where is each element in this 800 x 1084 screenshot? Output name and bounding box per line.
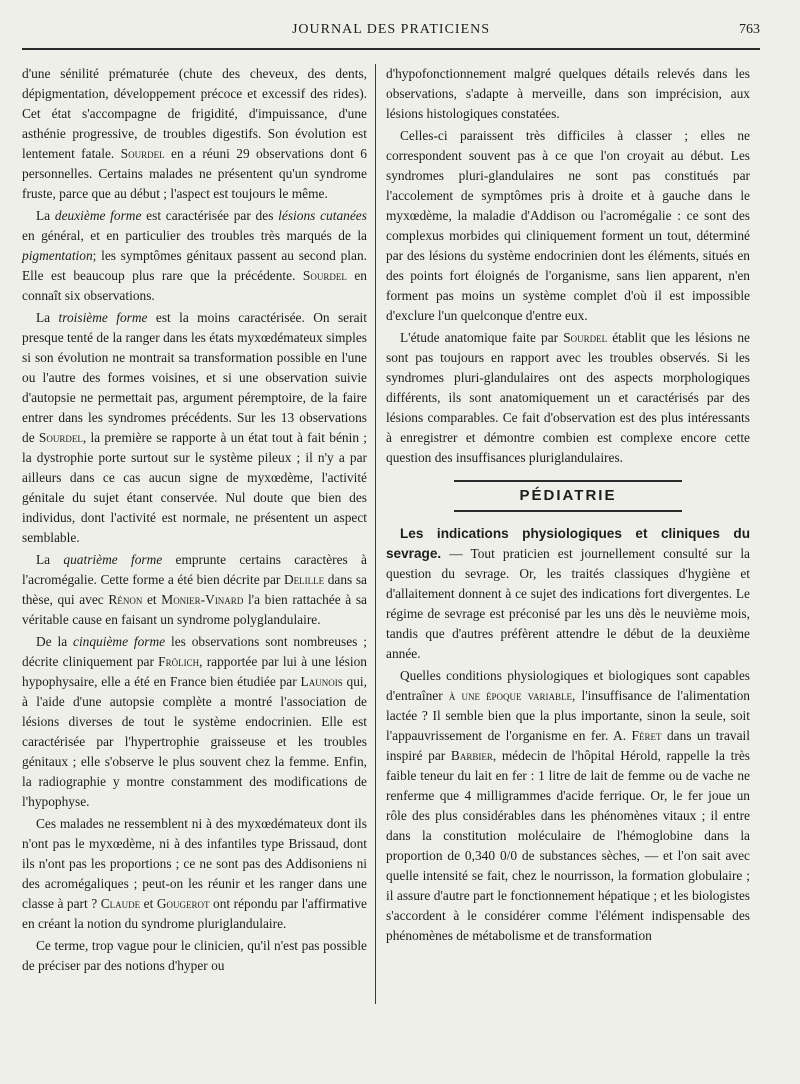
paragraph: Ces malades ne ressemblent ni à des myxœdémateux dont ils n'ont pas le myxœdème, ni à des infantiles type Brissaud, dont ils n'ont pas les proportions ; ce ne sont pas des Addisoniens ni des acromégaliques ; peut-on les réunir et les ranger dans une classe à part ? Claude et Gougerot ont répondu par l'affirmative en créant la notion du syndrome pluriglandulaire. [22, 816, 367, 931]
column-divider [375, 64, 376, 1004]
author-name: Gougerot [156, 896, 210, 911]
paragraph: De la cinquième forme les observations sont nombreuses ; décrite cliniquement par Frölich, rapportée par lui à une lésion hypophysaire, elle a été en France bien étudiée par Launois qui, à l'aide d'une autopsie complète a montré l'association de lésions diverses de tout le système endocrinien. Elle est caractérisée par l'hypertrophie graisseuse et les troubles génitaux ; elle s'observe le plus souvent chez la femme. Enfin, la radiographie y montre constamment des modifications de l'hypophyse. [22, 634, 367, 809]
right-column [386, 64, 750, 948]
author-name: Rénon [108, 592, 143, 607]
author-name: Delille [283, 572, 325, 587]
page-number: 763 [739, 22, 760, 37]
author-name: Claude [100, 896, 141, 911]
author-name: Sourdel [38, 430, 83, 445]
author-name: Sourdel [563, 330, 608, 345]
page-header [22, 18, 760, 50]
paragraph: La deuxième forme est caractérisée par des lésions cutanées en général, et en particulier des troubles très marqués de la pigmentation; les symptômes génitaux passent au second plan. Elle est beaucoup plus rare que la précédente. Sourdel en connaît six observations. [22, 208, 367, 303]
author-name: Frölich [158, 654, 200, 669]
author-name: Monier-Vinard [161, 592, 244, 607]
paragraph: La quatrième forme emprunte certains caractères à l'acromégalie. Cette forme a été bien décrite par Delille dans sa thèse, qui avec Rénon et Monier-Vinard l'a bien rattachée à sa véritable cause en faisant un syndrome polyglandulaire. [22, 552, 367, 627]
paragraph: L'étude anatomique faite par Sourdel établit que les lésions ne sont pas toujours en rapport avec les troubles observés. Si les syndromes pluri-glandulaires ont des aspects morphologiques différents, ils sont anatomiquement un et caractérisés par des lésions comparables. Ce fait d'observation est des plus intéressants à enregistrer et démontre combien est complexe encore cette question des insuffisances pluriglandulaires. [386, 330, 750, 465]
paragraph: d'hypofonctionnement malgré quelques détails relevés dans les observations, s'adapte à merveille, dans son imprécision, aux lésions histologiques constatées. [386, 66, 750, 121]
section-heading: PÉDIATRIE [454, 480, 682, 512]
author-name: Sourdel [302, 268, 347, 283]
author-name: Launois [300, 674, 343, 689]
journal-title: JOURNAL DES PRATICIENS [291, 22, 491, 37]
author-name: Barbier [450, 748, 493, 763]
paragraph: Les indications physiologiques et cliniques du sevrage. — Tout praticien est journellement consulté sur la question du sevrage. Or, les traités classiques d'hygiène et d'allaitement donnent à ce sujet des indications fort divergentes. Le régime de sevrage est préconisé par les uns dès le neuvième mois, tandis que d'autres préfèrent attendre le début de la deuxième année. [386, 526, 750, 661]
paragraph: d'une sénilité prématurée (chute des cheveux, des dents, dépigmentation, développement précoce et excessif des rides). Cet état s'accompagne de frigidité, d'impuissance, d'une asthénie progressive, de troubles digestifs. Son évolution est lentement fatale. Sourdel en a réuni 29 observations dont 6 personnelles. Certains malades ne présentent qu'un syndrome fruste, parce que au début ; l'aspect est toujours le même. [22, 66, 367, 201]
paragraph: La troisième forme est la moins caractérisée. On serait presque tenté de la ranger dans les états myxœdémateux simples si son évolution ne montrait sa transformation possible en l'une ou l'autre des formes voisines, et si une observation suivie d'autopsie ne permettait pas, argument péremptoire, de la faire entrer dans les syndromes précédents. Sur les 13 observations de Sourdel, la première se rapporte à un état tout à fait bénin ; la dystrophie porte surtout sur le système pileux ; il n'y a par ailleurs dans ce cas aucun signe de myxœdème, l'activité génitale du sujet étant conservée. Nul doute que bien des individus, dont l'activité est normale, ne présentent un aspect semblable. [22, 310, 367, 545]
author-name: Féret [631, 728, 662, 743]
paragraph: Quelles conditions physiologiques et biologiques sont capables d'entraîner à une époque variable, l'insuffisance de l'alimentation lactée ? Il semble bien que la plus importante, sinon la seule, soit l'appauvrissement de l'organisme en fer. A. Féret dans un travail inspiré par Barbier, médecin de l'hôpital Hérold, rappelle la très faible teneur du lait en fer : 1 litre de lait de femme ou de vache ne renferme que 4 milligrammes d'acide ferrique. Or, le fer joue un rôle des plus considérables dans les phénomènes vitaux ; il entre dans la constitution moléculaire de l'hémoglobine dans la proportion de 0,340 0/0 de substances sèches, — et l'on sait avec quelle intensité se fait, chez le nourrisson, la formation globulaire ; il assure d'autre part le fonctionnement hépatique ; et les biologistes s'accordent à le considérer comme l'élément indispensable des phénomènes de métabolisme et de transformation [386, 668, 751, 943]
paragraph: Ce terme, trop vague pour le clinicien, qu'il n'est pas possible de préciser par des notions d'hyper ou [22, 938, 367, 973]
article-title: Les indications physiologiques et cliniques du sevrage. [386, 526, 750, 561]
left-column [22, 64, 367, 978]
paragraph: Celles-ci paraissent très difficiles à classer ; elles ne correspondent souvent pas à ce que l'on croyait au début. Les syndromes pluri-glandulaires ne sont pas constitués par l'accolement de symptômes pris à droite et à gauche dans le myxœdème, la maladie d'Addison ou l'acromégalie : ce sont des complexus morbides qui cliniquement forment un tout, déterminé par des lésions du système endocrinien dont les éléments, situés en des points fort éloignés de l'organisme, sans lien apparent, n'en forment pas moins un système complet d'où il est impossible d'exclure l'un quelconque d'entre eux. [386, 128, 750, 323]
author-name: Sourdel [120, 146, 165, 161]
